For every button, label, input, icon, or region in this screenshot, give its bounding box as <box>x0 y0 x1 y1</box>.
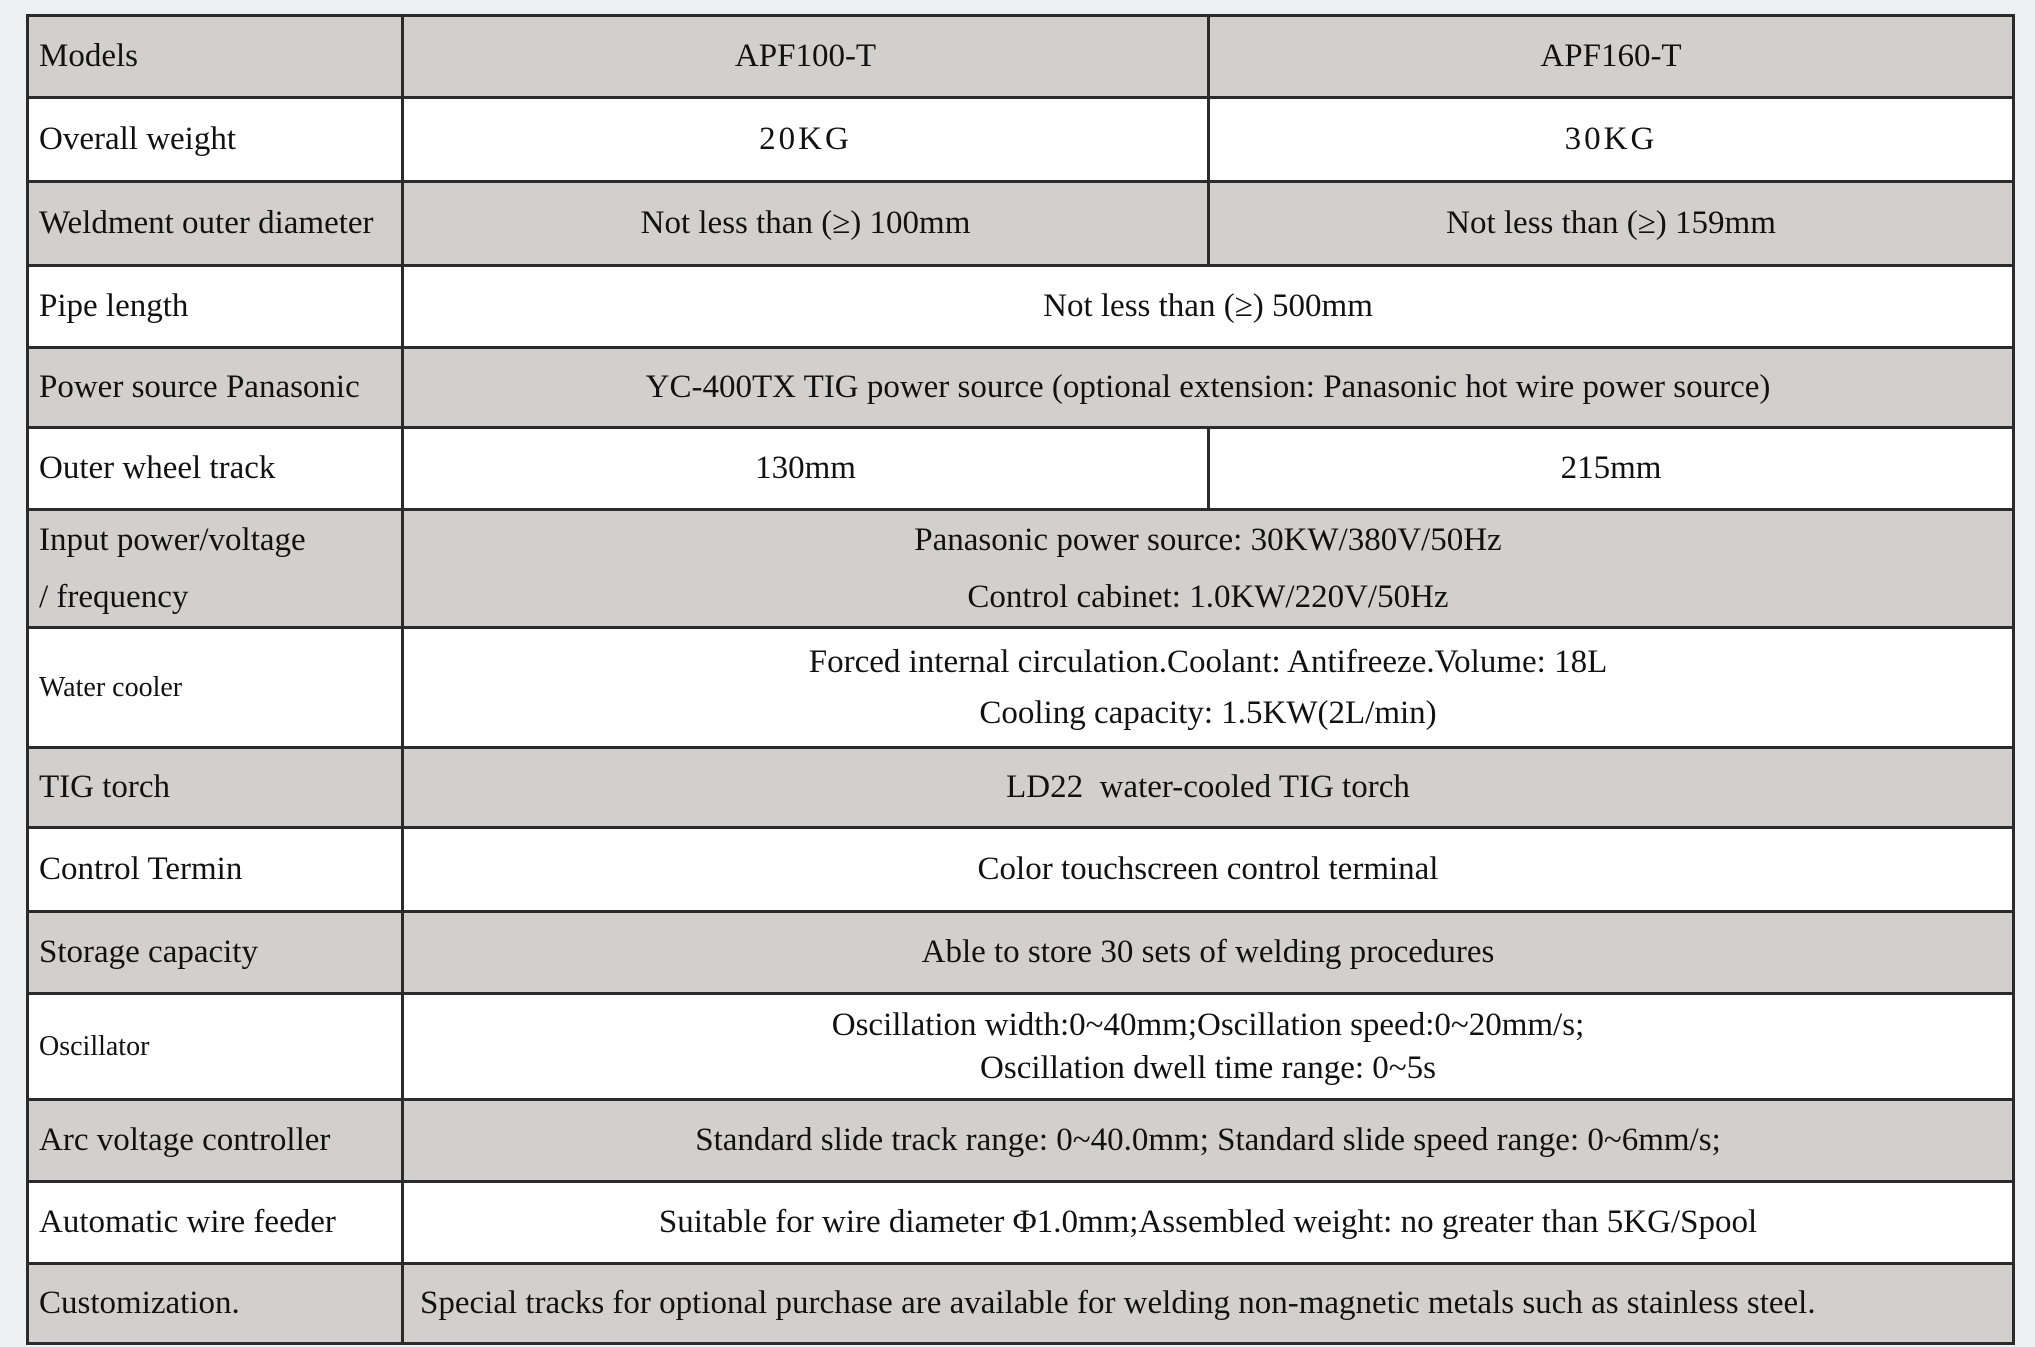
table-row-oscillator <box>28 994 2014 1100</box>
cell-value: YC-400TX TIG power source (optional extension: Panasonic hot wire power source) <box>403 348 2014 428</box>
row-label: Water cooler <box>28 628 403 748</box>
cell-value: Able to store 30 sets of welding procedures <box>403 912 2014 994</box>
row-label: Weldment outer diameter <box>28 182 403 266</box>
cell-value <box>403 628 2014 748</box>
cell-value: LD22 water-cooled TIG torch <box>403 748 2014 828</box>
cell-value: 130mm <box>403 428 1209 510</box>
value-line: Oscillation dwell time range: 0~5s <box>980 1049 1436 1086</box>
row-label: Customization. <box>28 1264 403 1344</box>
row-label: Storage capacity <box>28 912 403 994</box>
row-label: TIG torch <box>28 748 403 828</box>
row-label <box>28 510 403 628</box>
value-line: Oscillation width:0~40mm;Oscillation speed:0~20mm/s; <box>831 1007 1585 1044</box>
row-label: Control Termin <box>28 828 403 912</box>
row-label: Outer wheel track <box>28 428 403 510</box>
row-label: Arc voltage controller <box>28 1100 403 1182</box>
table-row-control-terminal <box>28 828 2014 912</box>
cell-value: Not less than (≥) 500mm <box>403 266 2014 348</box>
cell-value: Special tracks for optional purchase are available for welding non-magnetic metals such as stainless steel. <box>403 1264 2014 1344</box>
cell-value: 30KG <box>1209 98 2014 182</box>
cell-value: 20KG <box>403 98 1209 182</box>
table-row-outer-diameter <box>28 182 2014 266</box>
value-line: Cooling capacity: 1.5KW(2L/min) <box>979 694 1437 731</box>
table-row-arc-voltage <box>28 1100 2014 1182</box>
table-row-wheel-track <box>28 428 2014 510</box>
table-row-tig-torch <box>28 748 2014 828</box>
cell-value: Standard slide track range: 0~40.0mm; Standard slide speed range: 0~6mm/s; <box>403 1100 2014 1182</box>
table-row-weight <box>28 98 2014 182</box>
label-line: Input power/voltage <box>39 522 306 559</box>
value-line: Forced internal circulation.Coolant: Antifreeze.Volume: 18L <box>808 644 1608 681</box>
table-row-customization <box>28 1264 2014 1344</box>
cell-value: 215mm <box>1209 428 2014 510</box>
spec-table-container <box>26 14 2012 1345</box>
table-row-wire-feeder <box>28 1182 2014 1264</box>
cell-value: Suitable for wire diameter Φ1.0mm;Assembled weight: no greater than 5KG/Spool <box>403 1182 2014 1264</box>
row-label: Pipe length <box>28 266 403 348</box>
table-row-storage <box>28 912 2014 994</box>
value-line: Control cabinet: 1.0KW/220V/50Hz <box>967 578 1449 615</box>
cell-value <box>403 994 2014 1100</box>
model-apf160: APF160-T <box>1209 16 2014 98</box>
cell-value: Not less than (≥) 159mm <box>1209 182 2014 266</box>
cell-value: Not less than (≥) 100mm <box>403 182 1209 266</box>
row-label: Power source Panasonic <box>28 348 403 428</box>
table-row-models <box>28 16 2014 98</box>
table-row-input-power <box>28 510 2014 628</box>
table-row-pipe-length <box>28 266 2014 348</box>
row-label: Oscillator <box>28 994 403 1100</box>
table-row-power-source <box>28 348 2014 428</box>
value-line: Panasonic power source: 30KW/380V/50Hz <box>914 522 1502 559</box>
cell-value <box>403 510 2014 628</box>
cell-value: Color touchscreen control terminal <box>403 828 2014 912</box>
row-label: Automatic wire feeder <box>28 1182 403 1264</box>
row-label: Models <box>28 16 403 98</box>
table-row-water-cooler <box>28 628 2014 748</box>
row-label: Overall weight <box>28 98 403 182</box>
spec-table <box>26 14 2015 1345</box>
model-apf100: APF100-T <box>403 16 1209 98</box>
label-line: / frequency <box>39 578 189 615</box>
